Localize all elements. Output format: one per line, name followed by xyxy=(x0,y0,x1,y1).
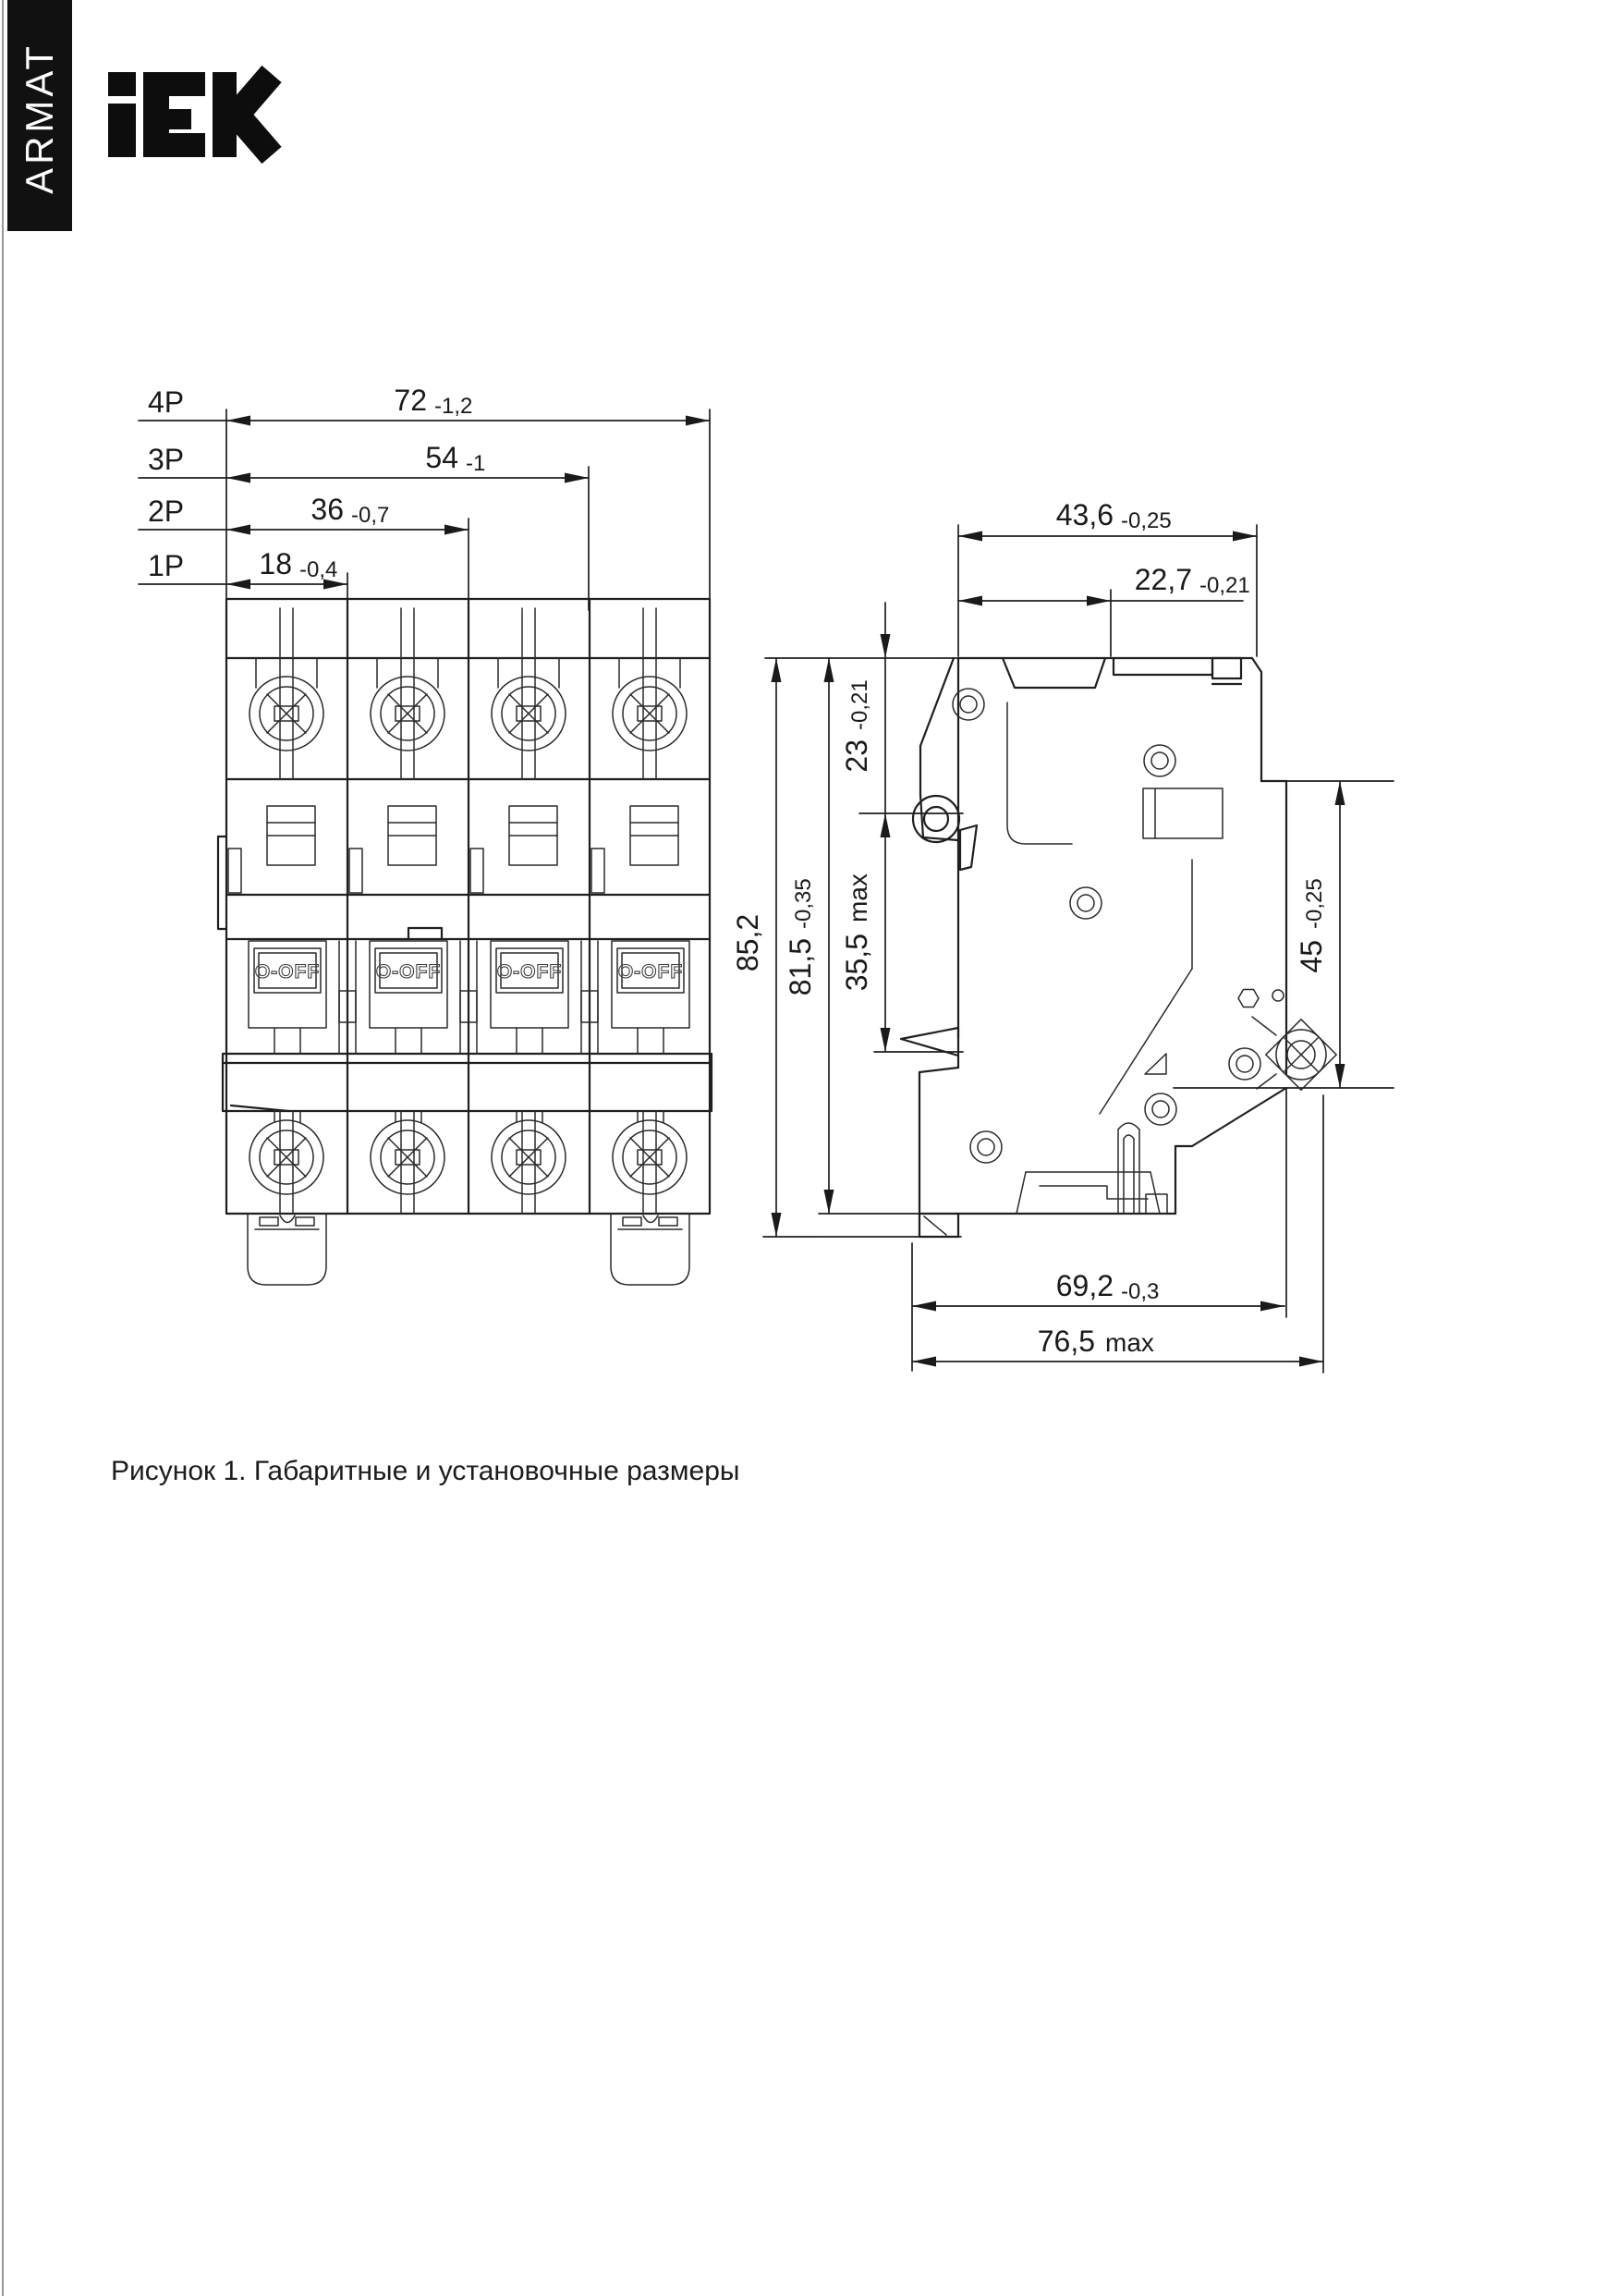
toggle-off-label-3: O-OFF xyxy=(496,961,563,983)
dim-total-height-value: 85,2 xyxy=(731,913,764,972)
toggle-off-label-1: O-OFF xyxy=(254,961,321,983)
pole-label-3p: 3P xyxy=(148,443,185,476)
front-view-details xyxy=(228,608,689,1285)
side-view-drawing xyxy=(731,498,1394,1373)
side-view-dimension-labels xyxy=(731,498,1328,1358)
dim-body-height-tolerance: -0,35 xyxy=(791,878,816,929)
side-view-details xyxy=(924,689,1336,1235)
dim-width-4p-tolerance: -1,2 xyxy=(434,394,473,419)
dim-handle-zone-value: 35,5 xyxy=(840,934,873,992)
dim-toggle-offset-tolerance: -0,21 xyxy=(847,679,872,730)
armat-banner-label: ARMAT xyxy=(18,43,61,194)
dim-rail-front-tolerance: -0,25 xyxy=(1302,878,1327,929)
dim-width-1p-value: 18 xyxy=(259,547,292,580)
pole-label-4p: 4P xyxy=(148,385,185,419)
dim-base-depth-tolerance: -0,3 xyxy=(1121,1279,1160,1304)
dim-max-depth-value: 76,5 xyxy=(1037,1325,1095,1358)
front-view-dimension-labels xyxy=(148,384,485,582)
dim-width-3p-value: 54 xyxy=(425,441,458,474)
dim-front-step-value: 22,7 xyxy=(1134,563,1192,596)
dim-handle-zone-suffix: max xyxy=(844,873,872,922)
front-view-drawing xyxy=(139,384,712,1285)
iek-logo xyxy=(108,72,272,157)
toggle-off-label-4: O-OFF xyxy=(617,961,684,983)
dim-rail-front-value: 45 xyxy=(1295,940,1328,973)
dim-width-1p-tolerance: -0,4 xyxy=(299,557,338,582)
dim-front-step-tolerance: -0,21 xyxy=(1199,573,1250,598)
armat-banner xyxy=(7,0,72,231)
terminal-screw xyxy=(1252,1017,1336,1090)
dim-width-2p-value: 36 xyxy=(310,493,344,526)
dim-depth-top-tolerance: -0,25 xyxy=(1121,508,1172,533)
dim-width-4p-value: 72 xyxy=(394,384,427,417)
dim-max-depth-suffix: max xyxy=(1105,1328,1154,1357)
dim-width-3p-tolerance: -1 xyxy=(466,451,486,476)
front-view-dimension-lines xyxy=(139,409,710,610)
dim-depth-top-value: 43,6 xyxy=(1055,498,1114,531)
side-view-body xyxy=(901,658,1286,1237)
dim-body-height-value: 81,5 xyxy=(784,938,817,996)
pole-label-1p: 1P xyxy=(148,549,185,582)
dim-base-depth-value: 69,2 xyxy=(1055,1269,1114,1302)
figure-caption: Рисунок 1. Габаритные и установочные размеры xyxy=(111,1456,740,1486)
dim-toggle-offset-value: 23 xyxy=(840,739,873,773)
toggle-off-label-2: O-OFF xyxy=(375,961,442,983)
pole-label-2p: 2P xyxy=(148,495,185,528)
dim-width-2p-tolerance: -0,7 xyxy=(351,503,390,528)
